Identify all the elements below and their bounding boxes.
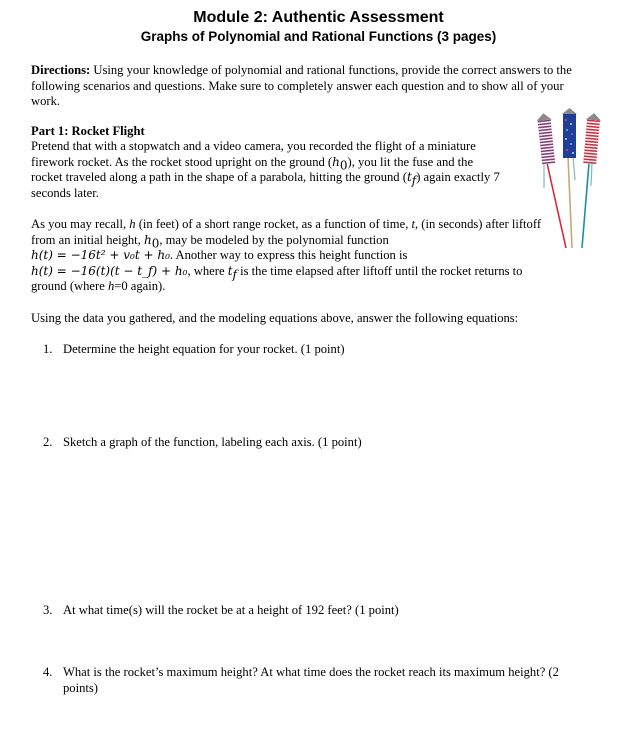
question-text: What is the rocket’s maximum height? At what time does the rocket reach its maximum height? (2 points) [63,665,559,695]
question-text: Sketch a graph of the function, labeling each axis. (1 point) [63,435,362,449]
h-var: h [129,217,136,231]
tf-symbol-2: t [227,263,233,278]
question-number: 4. [43,665,53,679]
recall-text-d: , may be modeled by the polynomial function [159,232,389,247]
intro-text-b: ), you lit the fuse and the rocket traveled along a path in the shape of a parabola, hitting the ground ( [31,154,474,184]
recall-text-b: (in feet) of a short range rocket, as a function of time, [135,217,412,231]
question-number: 1. [43,342,53,356]
recall-text-c: , (in seconds) after liftoff from an initial height, [31,217,542,247]
question-number: 3. [43,603,53,617]
equation-2: h(t) = −16(t)(t − t_f) + h₀ [31,263,188,278]
equation-1: h(t) = −16t² + v₀t + h₀ [31,248,170,262]
firework-rockets-icon [537,108,607,248]
question-text: Determine the height equation for your rocket. (1 point) [63,342,345,356]
question-4 [43,665,559,695]
tf-symbol: t [406,170,412,184]
recall-paragraph [31,217,541,295]
h0-subscript-2: 0 [151,236,160,251]
t-var: t [411,217,415,231]
intro-text-c: ) again exactly 7 seconds later. [31,170,500,200]
recall-text-a: As you may recall, [31,217,130,231]
page-subtitle: Graphs of Polynomial and Rational Functions (3 pages) [140,29,497,44]
tf-subscript: f [411,173,417,188]
directions-label: Directions: [31,63,91,77]
question-number: 2. [43,435,53,449]
tf-subscript-2: f [232,267,237,282]
directions-paragraph [31,63,591,110]
h0-subscript: 0 [339,158,348,173]
page-title: Module 2: Authentic Assessment [193,9,444,26]
h0-symbol: h [332,154,340,169]
question-1 [43,342,345,358]
question-3 [43,603,399,619]
instructions-text: Using the data you gathered, and the modeling equations above, answer the following equations: [31,311,519,325]
eq2-after-c: =0 again). [114,279,166,293]
h-var-2: h [107,279,115,293]
part1-heading: Part 1: Rocket Flight [31,124,145,138]
question-2 [43,435,362,451]
intro-text-a: Pretend that with a stopwatch and a video camera, you recorded the flight of a miniature firework rocket. As the rocket stood upright on the ground ( [31,139,476,169]
h0-symbol-2: h [143,232,152,247]
eq1-after-text: . Another way to express this height function is [169,248,408,262]
question-text: At what time(s) will the rocket be at a height of 192 feet? (1 point) [63,603,399,617]
directions-text: Using your knowledge of polynomial and rational functions, provide the correct answers to the following scenarios and questions. Make sure to completely answer each question and to show all of your work. [31,63,572,108]
eq2-after-a: , where [187,263,228,278]
part1-intro [31,139,506,201]
eq2-after-b: is the time elapsed after liftoff until the rocket returns to ground (where [31,263,523,293]
